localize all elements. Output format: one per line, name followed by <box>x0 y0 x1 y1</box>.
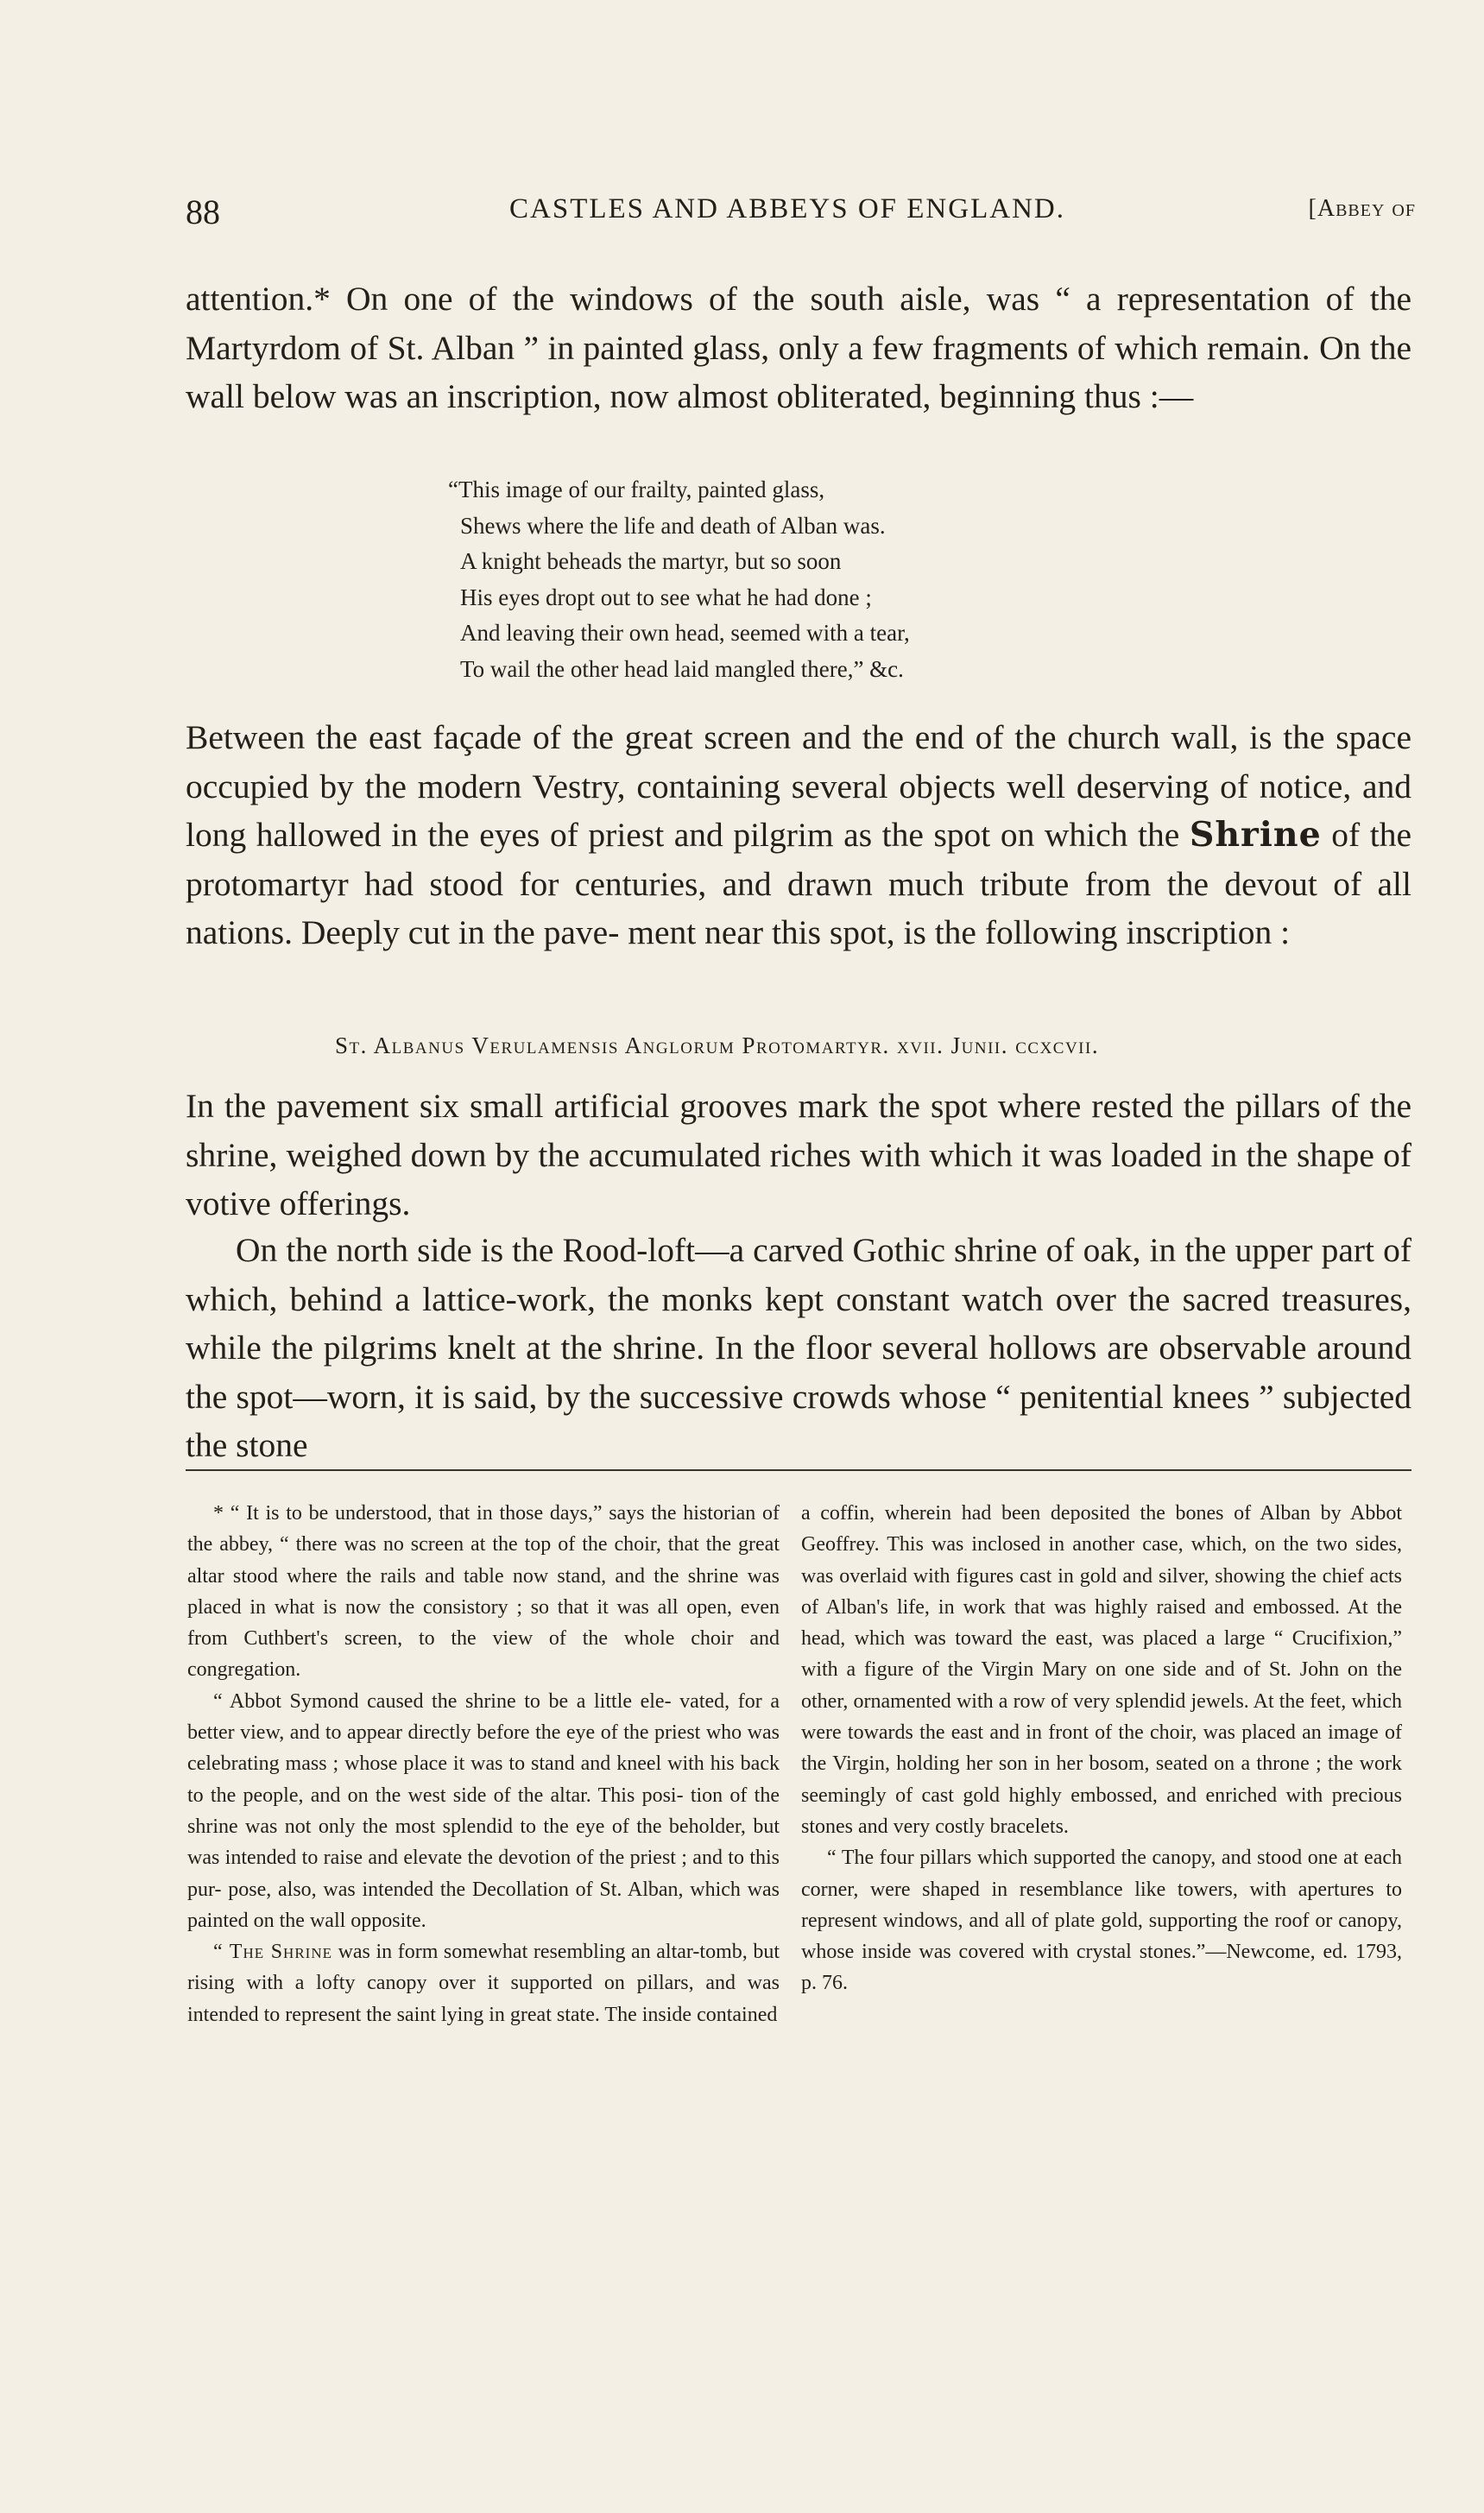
verse-line: To wail the other head laid mangled there,” &c. <box>460 655 904 682</box>
paragraph-3: In the pavement six small artificial grooves mark the spot where rested the pillars of the shrine, weighed down by the accumulated riches with which it was loaded in the shape of votive offerings. <box>186 1087 1411 1222</box>
footnote-text: was in form somewhat resembling an altar-tomb, but rising with a lofty canopy over it supported on pillars, and was intended to represent the saint lying in great state. The inside contained <box>187 1941 780 2026</box>
verse-line: “This image of our frailty, painted glass, <box>448 477 825 502</box>
book-title: CASTLES AND ABBEYS OF ENGLAND. <box>509 193 1065 224</box>
footnote-paragraph: * “ It is to be understood, that in those days,” says the historian of the abbey, “ there was no screen at the top of the choir, that the great altar stood where the rails and table now stand, and the shrine was placed in what is now the consistory ; so that it was all open, even from Cuthbert's screen, to the view of the whole choir and congregation. <box>187 1502 780 1682</box>
paragraph-2-after: of the protomartyr had stood for centuries, and drawn much tribute from the devout of all nations. Deeply cut in the pave- ment near this spot, is the following inscription : <box>186 816 1412 951</box>
footnote-paragraph <box>187 1936 780 2030</box>
paragraph-1: attention.* On one of the windows of the south aisle, was “ a representation of the Martyrdom of St. Alban ” in painted glass, only a few fragments of which remain. On the wall below was an inscription, now almost obliterated, beginning thus :— <box>186 280 1411 415</box>
footnotes-left-column <box>187 1498 780 2030</box>
latin-inscription: St. Albanus Verulamensis Anglorum Protomartyr. xvii. Junii. ccxcvii. <box>335 1032 1100 1058</box>
verse-line: His eyes dropt out to see what he had done ; <box>460 584 872 610</box>
footnote-paragraph: “ The four pillars which supported the canopy, and stood one at each corner, were shaped in resemblance like towers, with apertures to represent windows, and all of plate gold, supporting the roof or canopy, whose inside was covered with crystal stones.”—Newcome, ed. 1793, p. 76. <box>801 1847 1402 1995</box>
verse-line: A knight beheads the martyr, but so soon <box>460 548 842 574</box>
footnote-paragraph: “ Abbot Symond caused the shrine to be a little ele- vated, for a better view, and to appear directly before the eye of the priest who was celebrating mass ; whose place it was to stand and kneel with his back to the people, and on the west side of the altar. This posi- tion of the shrine was not only the most splendid to the eye of the beholder, but was intended to raise and elevate the devotion of the priest ; and to this pur- pose, also, was intended the Decollation of St. Alban, which was painted on the wall opposite. <box>187 1689 780 1932</box>
running-head: [Abbey of <box>1308 195 1416 222</box>
shrine-blackletter: Shrine <box>1189 815 1322 855</box>
verse-line: And leaving their own head, seemed with a tear, <box>460 620 910 646</box>
verse-line: Shews where the life and death of Alban was. <box>460 512 886 539</box>
footnote-divider <box>186 1469 1411 1471</box>
page-header <box>186 192 1416 235</box>
shrine-smallcaps: “ The Shrine <box>213 1941 332 1964</box>
footnotes-right-column <box>801 1498 1402 1999</box>
footnote-paragraph: a coffin, wherein had been deposited the bones of Alban by Abbot Geoffrey. This was inclosed in another case, which, on the two sides, was overlaid with figures cast in gold and silver, showing the chief acts of Alban's life, in work that was highly raised and embossed. At the head, which was toward the east, was placed a large “ Crucifixion,” with a figure of the Virgin Mary on one side and of St. John on the other, ornamented with a row of very splendid jewels. At the feet, which were towards the east and in front of the choir, was placed an image of the Virgin, holding her son in her bosom, seated on a throne ; the work seemingly of cast gold highly embossed, and enriched with precious stones and very costly bracelets. <box>801 1502 1402 1838</box>
verse-quotation <box>448 472 1116 687</box>
paragraph-2-before: Between the east façade of the great screen and the end of the church wall, is the space occupied by the modern Vestry, containing several objects well deserving of notice, and long hallowed in the eyes of priest and pilgrim as the spot on which the <box>186 718 1411 854</box>
paragraph-2 <box>186 713 1411 957</box>
page-number: 88 <box>186 193 220 231</box>
paragraph-4: On the north side is the Rood-loft—a carved Gothic shrine of oak, in the upper part of which, behind a lattice-work, the monks kept constant watch over the sacred treasures, while the pilgrims knelt at the shrine. In the floor several hollows are observable around the spot—worn, it is said, by the successive crowds whose “ penitential knees ” subjected the stone <box>186 1231 1411 1464</box>
